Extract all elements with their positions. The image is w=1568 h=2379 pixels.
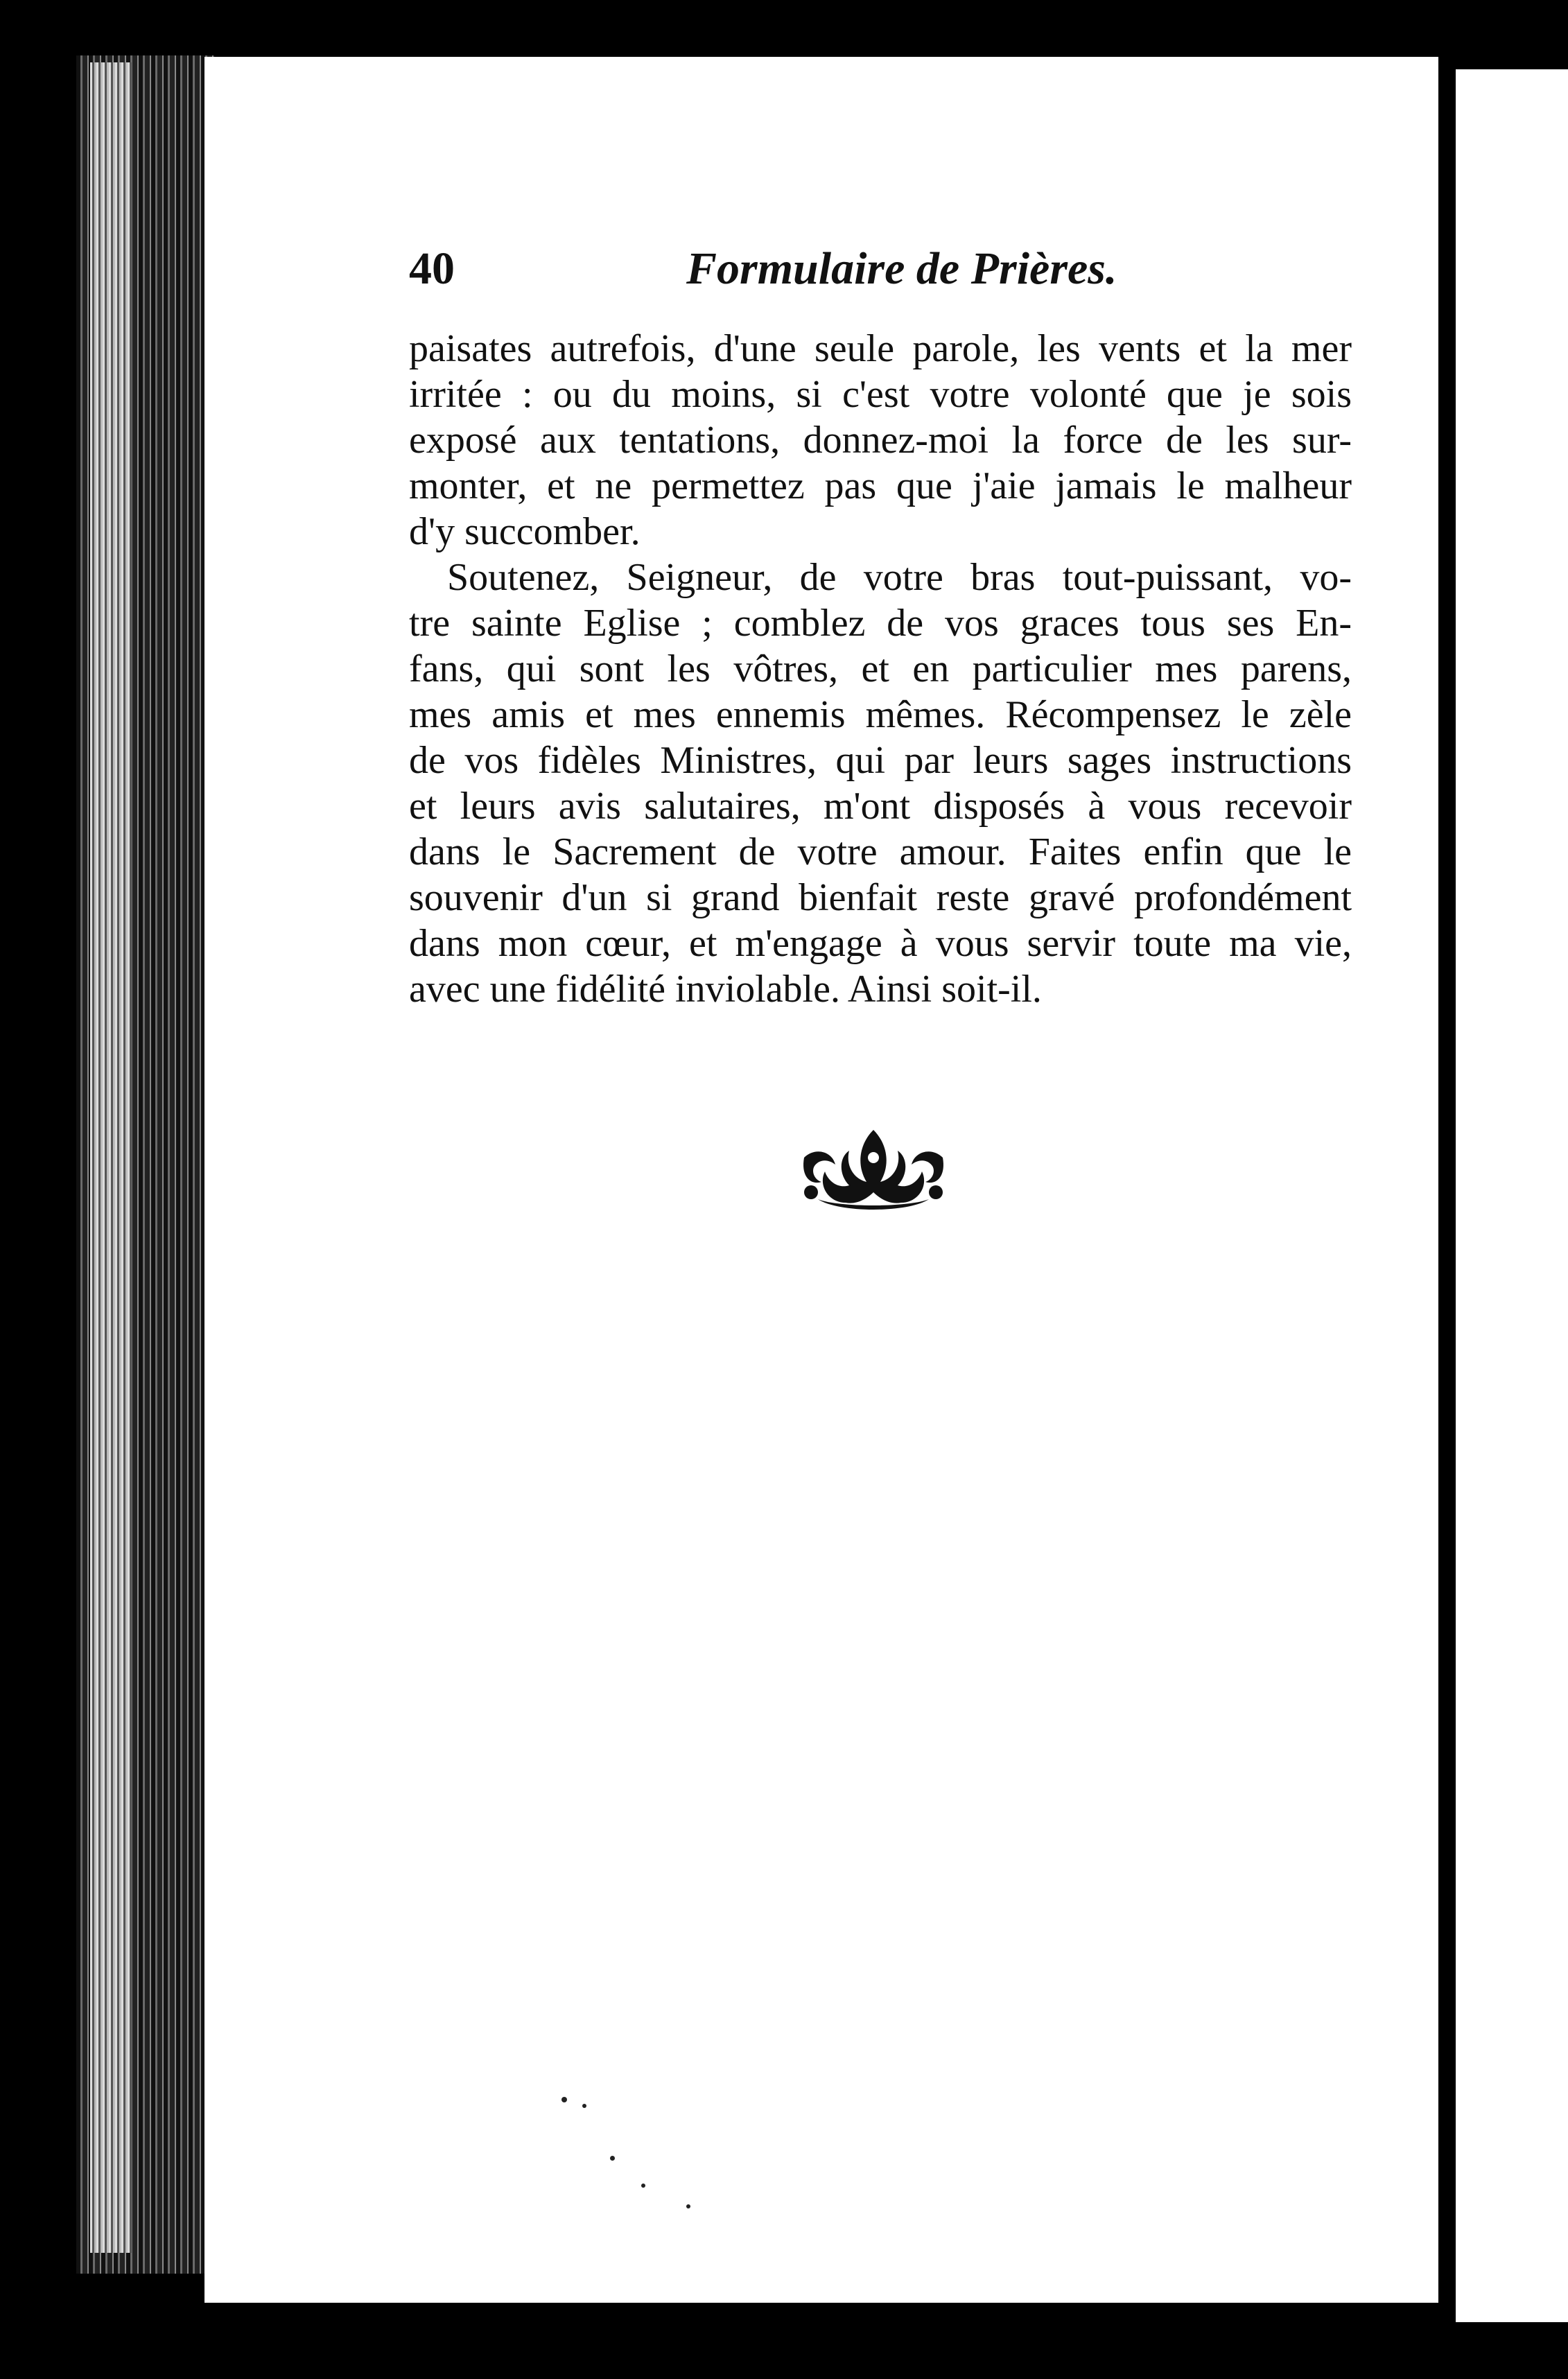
- text-line: dans le Sacrement de votre amour. Faites enfin que le: [409, 830, 1352, 873]
- facing-page-edge: [1456, 69, 1568, 2322]
- text-line: d'y succomber.: [409, 510, 641, 553]
- text-line: monter, et ne permettez pas que j'aie jamais le malheur: [409, 464, 1352, 507]
- page-speck: [582, 2104, 586, 2108]
- page-speck: [561, 2097, 567, 2102]
- page-number: 40: [409, 243, 455, 294]
- text-line: mes amis et mes ennemis mêmes. Récompensez le zèle: [409, 693, 1352, 736]
- text-line: exposé aux tentations, donnez-moi la force de les sur-: [409, 419, 1352, 462]
- text-line: Soutenez, Seigneur, de votre bras tout-puissant, vo-: [447, 556, 1352, 599]
- text-line: et leurs avis salutaires, m'ont disposés à vous recevoir: [409, 785, 1352, 828]
- text-line: paisates autrefois, d'une seule parole, les vents et la mer: [409, 327, 1352, 370]
- text-line: avec une fidélité inviolable. Ainsi soit-il.: [409, 968, 1042, 1011]
- body-text: [409, 326, 1352, 1012]
- text-line: de vos fidèles Ministres, qui par leurs sages instructions: [409, 739, 1352, 782]
- page-speck: [686, 2204, 690, 2208]
- page-speck: [641, 2184, 645, 2188]
- book-page-edges-highlight: [90, 62, 132, 2253]
- running-title: Formulaire de Prières.: [686, 243, 1117, 294]
- text-line: souvenir d'un si grand bienfait reste gravé profondément: [409, 876, 1352, 919]
- text-line: fans, qui sont les vôtres, et en particulier mes parens,: [409, 647, 1352, 690]
- page-speck: [610, 2156, 615, 2161]
- text-line: irritée : ou du moins, si c'est votre volonté que je sois: [409, 373, 1352, 416]
- page-header: [409, 243, 1144, 305]
- fleuron-ornament-icon: [790, 1116, 957, 1220]
- text-line: dans mon cœur, et m'engage à vous servir toute ma vie,: [409, 922, 1352, 965]
- text-line: tre sainte Eglise ; comblez de vos graces tous ses En-: [409, 602, 1352, 645]
